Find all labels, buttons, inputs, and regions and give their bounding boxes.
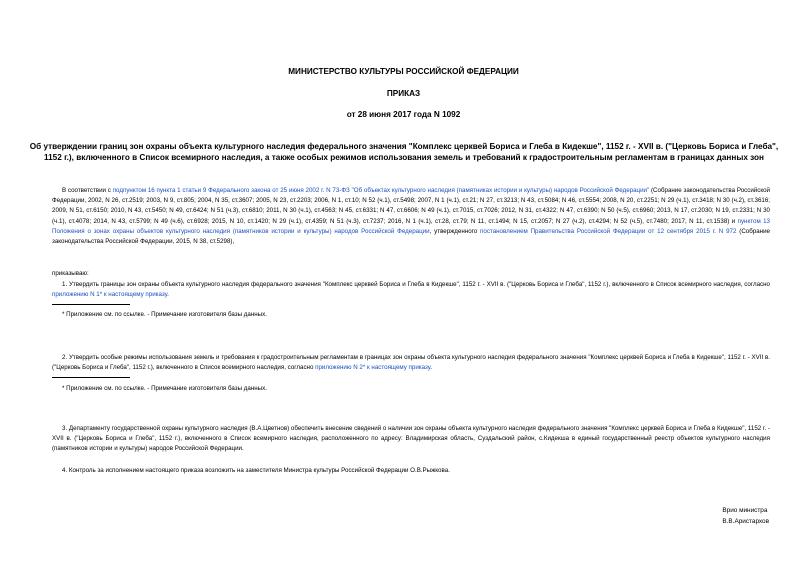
footnote-1: * Приложение см. по ссылке. - Примечание изготовителя базы данных. (62, 311, 267, 318)
item-2 (52, 353, 770, 373)
regulation-link[interactable]: пунктом 13 Положения о зонах охраны объектов культурного наследия (памятников истории и культуры) народов Российской Федерации (52, 217, 770, 235)
item-1 (52, 280, 770, 300)
government-decree-link[interactable]: постановлением Правительства Российской Федерации от 12 сентября 2015 г. N 972 (480, 227, 737, 235)
preamble-text-2: (Собрание законодательства Российской Федерации, 2002, N 26, ст.2519; 2003, N 9, ст.805; 2004, N 35, ст.3607; 2005, N 23, ст.2203; 2006, N 1, ст.10; N 52 (ч.1), ст.5498; 2007, N 1 (ч.1), ст.21; N 27, ст.3213; N 43, ст.5084; N 46, ст.5554; 2008, N 20, ст.2251; N 29 (ч.1), ст.3418; N 30 (ч.2), ст.3616; 2009, N 51, ст.6150; 2010, N 43, ст.5450; N 49, ст.6424; N 51 (ч.3), ст.6810; 2011, N 30 (ч.1), ст.4563; N 45, ст.6331; N 47, ст.6606; N 49 (ч.1), ст.7015, ст.7026; 2012, N 31, ст.4322; N 47, ст.6390; N 50 (ч.5), ст.6960; 2013, N 17, ст.2030; N 19, ст.2331; N 30 (ч.1), ст.4078; 2014, N 43, ст.5799; N 49 (ч.6), ст.6928; 2015, N 10, ст.1420; N 29 (ч.1), ст.4359; N 51 (ч.3), ст.7237; 2016, N 1 (ч.1), ст.28, ст.79; N 11, ст.1494; N 15, ст.2057; N 27 (ч.2), ст.4294; N 52 (ч.5), ст.7480; 2017, N 11, ст.1538) и (52, 187, 771, 225)
item-1-text: 1. Утвердить границы зон охраны объекта культурного наследия федерального значения "Комплекс церквей Бориса и Глеба в Кидекше", 1152 г. - XVII в. ("Церковь Бориса и Глеба", 1152 г.), включенного в Список всемирного наследия, согласно (62, 281, 770, 288)
ministry-heading: МИНИСТЕРСТВО КУЛЬТУРЫ РОССИЙСКОЙ ФЕДЕРАЦИИ (288, 67, 519, 76)
signatory-position: Врио министра (722, 507, 768, 514)
footnote-2: * Приложение см. по ссылке. - Примечание изготовителя базы данных. (62, 385, 267, 392)
item-4: 4. Контроль за исполнением настоящего приказа возложить на заместителя Министра культуры Российской Федерации О.В.Рыжкова. (62, 467, 450, 474)
signatory-name: В.В.Аристархов (722, 518, 769, 525)
doc-date: от 28 июня 2017 года N 1092 (346, 110, 461, 119)
footnote-2-divider (52, 377, 130, 378)
footnote-1-divider (52, 304, 130, 305)
signature-block (722, 505, 769, 527)
preamble-text-3: , утвержденного (429, 227, 481, 235)
appendix-2-link[interactable]: приложению N 2* к настоящему приказу (315, 364, 431, 372)
doc-type-heading: ПРИКАЗ (386, 89, 421, 98)
item-2-end: . (430, 364, 432, 372)
item-3: 3. Департаменту государственной охраны культурного наследия (В.А.Цветнов) обеспечить внесение сведений о наличии зон охраны объекта культурного наследия федерального значения "Комплекс церквей Бориса и Глеба в Кидекше", 1152 г. - XVII в. ("Церковь Бориса и Глеба", 1152 г.), включенного в Список всемирного наследия, расположенного по адресу: Владимирская область, Суздальский район, с.Кидекша в единый государственный реестр объектов культурного наследия (памятников истории и культуры) народов Российской Федерации. (52, 425, 770, 453)
appendix-1-link[interactable]: приложению N 1* к настоящему приказу (52, 291, 168, 299)
orders-line: приказываю: (52, 270, 89, 277)
federal-law-link[interactable]: подпунктом 16 пункта 1 статьи 9 Федерального закона от 25 июня 2002 г. N 73-ФЗ "Об объектах культурного наследия (памятниках истории и культуры) народов Российской Федерации" (112, 187, 650, 194)
item-2-text: 2. Утвердить особые режимы использования земель и требования к градостроительным регламентам в границах зон охраны объекта культурного наследия федерального значения "Комплекс церквей Бориса и Глеба в Кидекше", 1152 г. - XVII в. ("Церковь Бориса и Глеба", 1152 г.), включенного в Список всемирного наследия, согласно (52, 354, 770, 372)
preamble-text-1: В соответствии с (62, 187, 113, 194)
preamble-paragraph (52, 186, 770, 247)
item-1-end: . (167, 291, 169, 299)
doc-subject: Об утверждении границ зон охраны объекта культурного наследия федерального значения "Комплекс церквей Бориса и Глеба в Кидекше", 1152 г. - XVII в. ("Церковь Бориса и Глеба", 1152 г.), включенного в Список всемирного наследия, а также особых режимов использования земель и требований к градостроительным регламентам в границах данных зон (29, 142, 779, 162)
preamble-text-4: (Собрание законодательства Российской Федерации, 2015, N 38, ст.5298), (52, 227, 770, 246)
